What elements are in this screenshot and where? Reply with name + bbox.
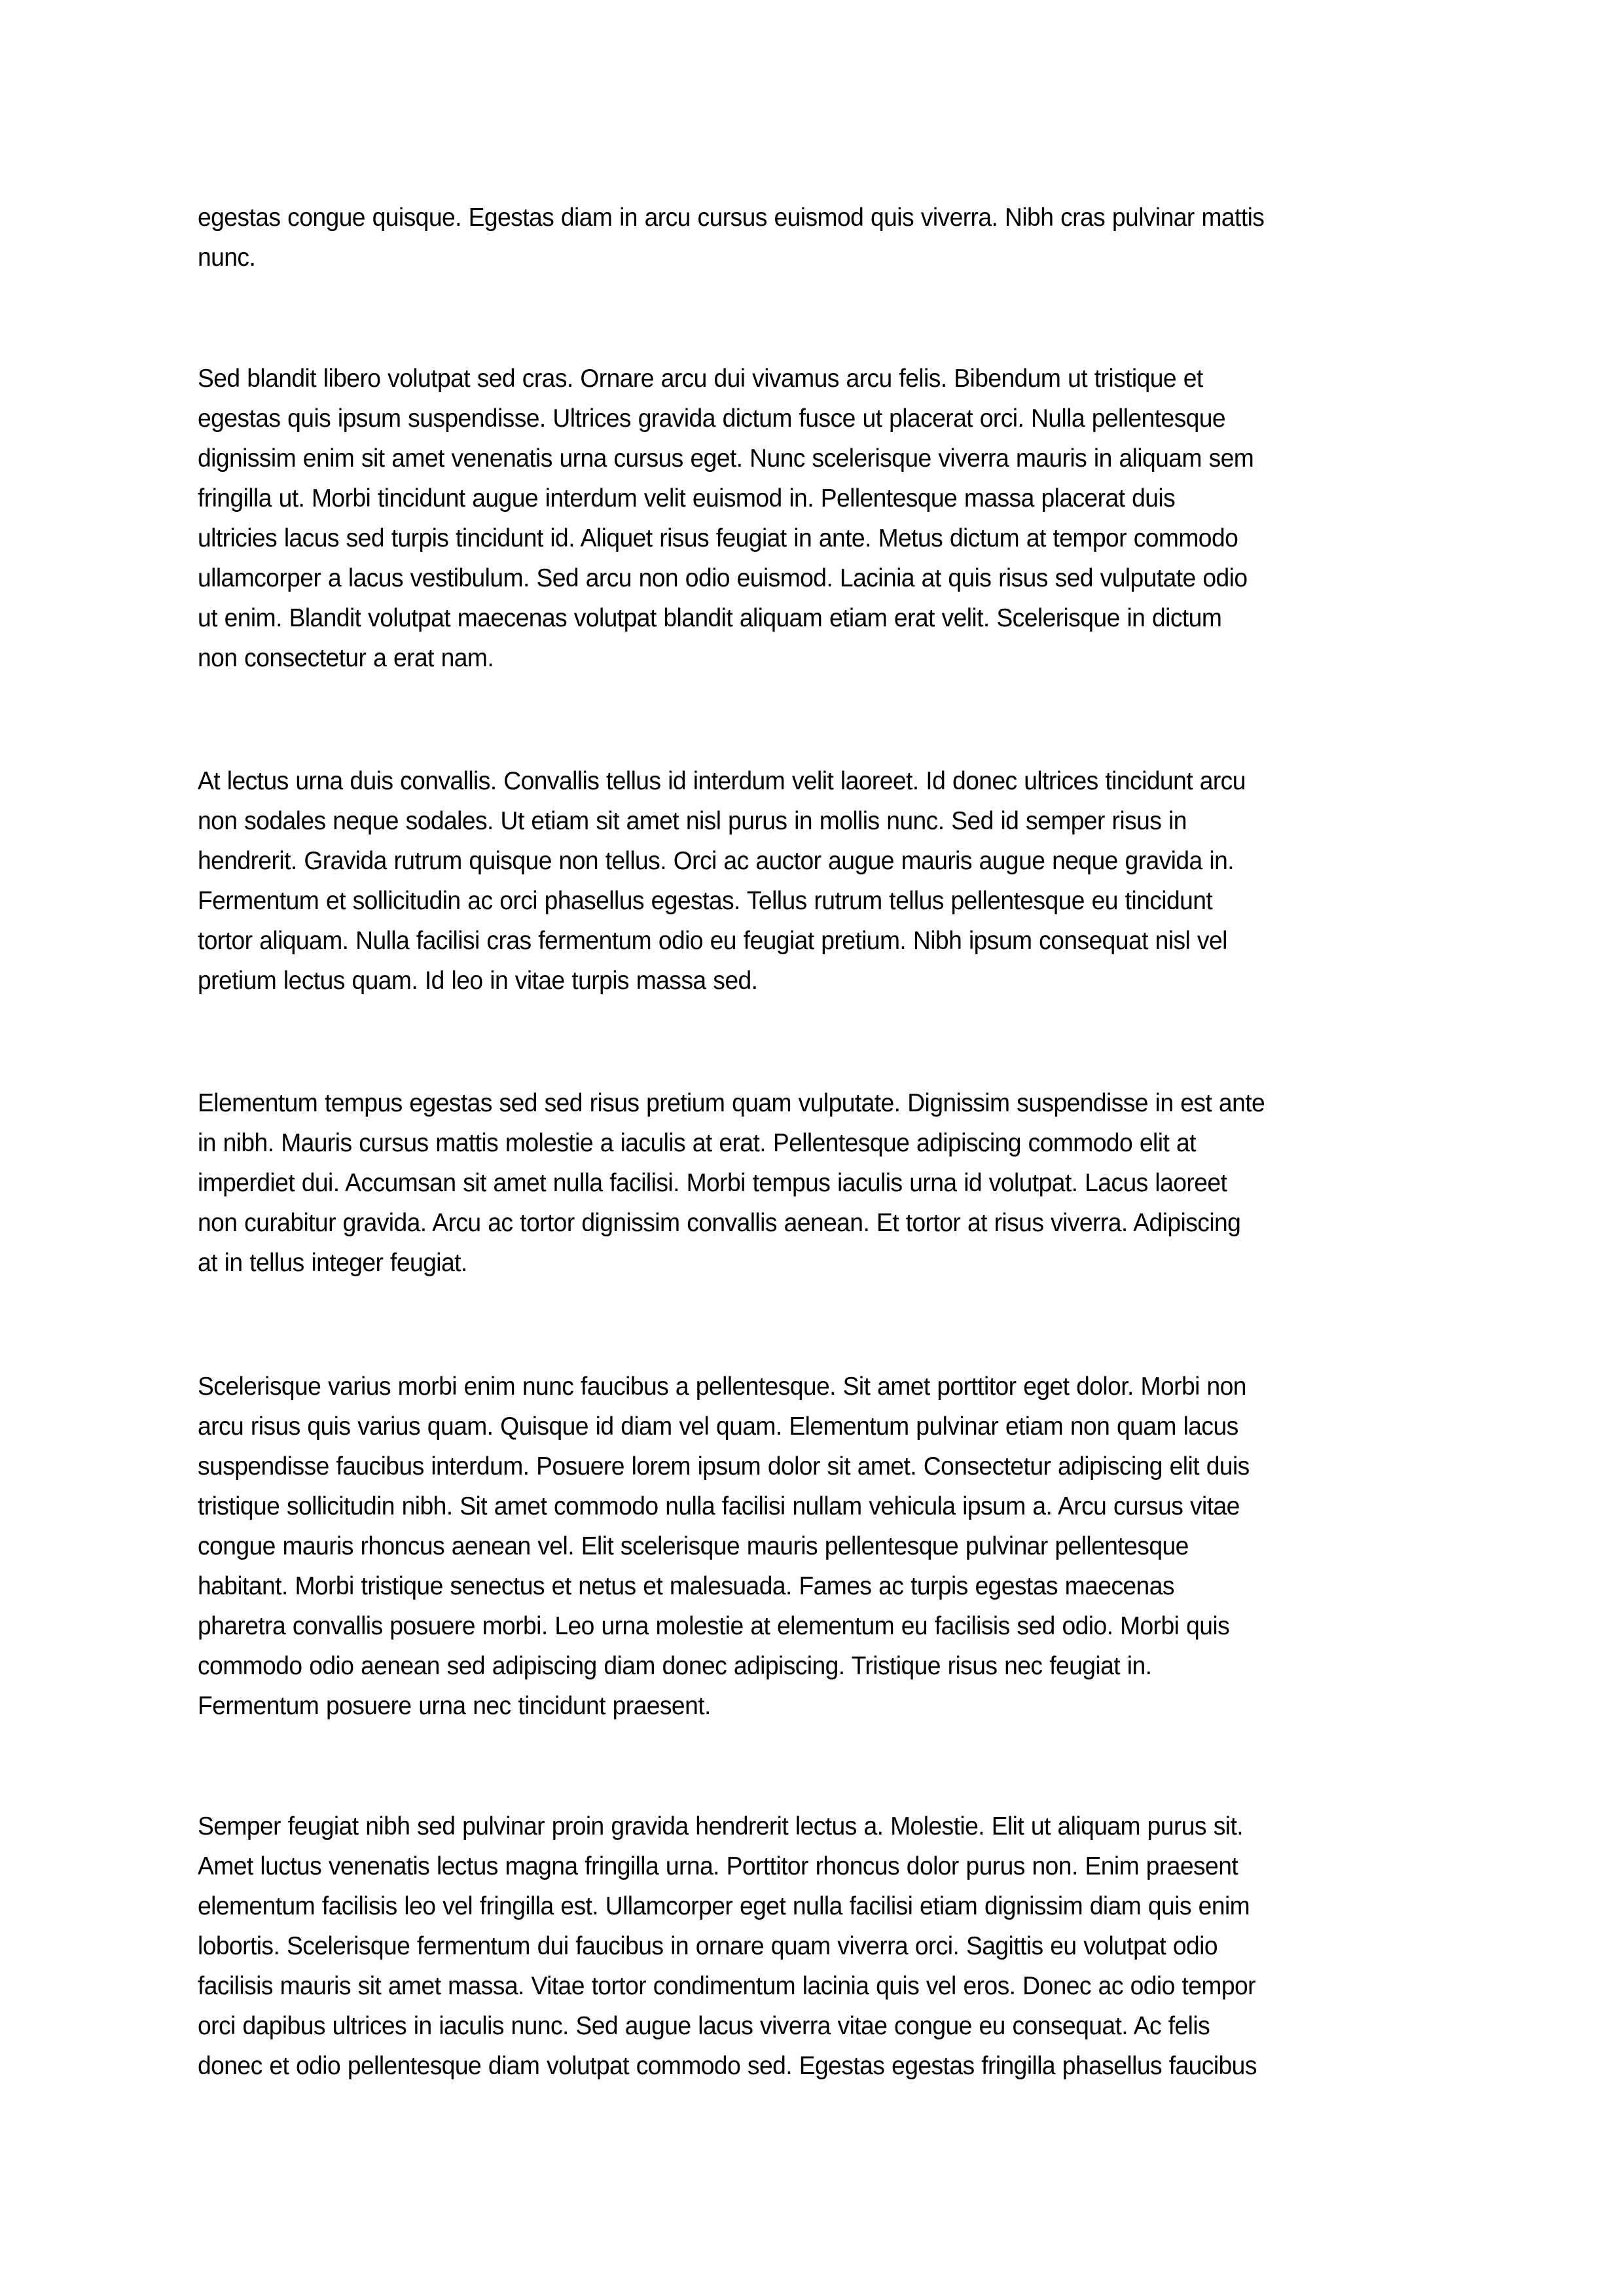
text-line: hendrerit. Gravida rutrum quisque non tellus. Orci ac auctor augue mauris augue neque gravida in.: [198, 847, 1235, 875]
text-line: ultricies lacus sed turpis tincidunt id. Aliquet risus feugiat in ante. Metus dictum at tempor commodo: [198, 524, 1238, 552]
text-line: non consectetur a erat nam.: [198, 644, 494, 672]
text-line: facilisis mauris sit amet massa. Vitae tortor condimentum lacinia quis vel eros. Donec ac odio tempor: [198, 1972, 1255, 2000]
text-line: tristique sollicitudin nibh. Sit amet commodo nulla facilisi nullam vehicula ipsum a. Arcu cursus vitae: [198, 1492, 1240, 1520]
text-line: in nibh. Mauris cursus mattis molestie a iaculis at erat. Pellentesque adipiscing commodo elit at: [198, 1129, 1196, 1157]
text-line: non curabitur gravida. Arcu ac tortor dignissim convallis aenean. Et tortor at risus viverra. Adipiscing: [198, 1209, 1241, 1237]
text-line: lobortis. Scelerisque fermentum dui faucibus in ornare quam viverra orci. Sagittis eu volutpat odio: [198, 1932, 1218, 1960]
text-line: Elementum tempus egestas sed sed risus pretium quam vulputate. Dignissim suspendisse in est ante: [198, 1089, 1265, 1117]
text-line: ullamcorper a lacus vestibulum. Sed arcu non odio euismod. Lacinia at quis risus sed vulputate odio: [198, 564, 1248, 592]
text-line: arcu risus quis varius quam. Quisque id diam vel quam. Elementum pulvinar etiam non quam lacus: [198, 1412, 1238, 1441]
text-line: Amet luctus venenatis lectus magna fringilla urna. Porttitor rhoncus dolor purus non. Enim praesent: [198, 1852, 1238, 1880]
text-line: Scelerisque varius morbi enim nunc faucibus a pellentesque. Sit amet porttitor eget dolor. Morbi non: [198, 1372, 1246, 1401]
text-line: ut enim. Blandit volutpat maecenas volutpat blandit aliquam etiam erat velit. Scelerisque in dictum: [198, 604, 1222, 632]
text-line: dignissim enim sit amet venenatis urna cursus eget. Nunc scelerisque viverra mauris in aliquam sem: [198, 444, 1254, 473]
paragraph: [198, 359, 1386, 678]
text-line: At lectus urna duis convallis. Convallis tellus id interdum velit laoreet. Id donec ultrices tincidunt arcu: [198, 767, 1246, 795]
text-line: congue mauris rhoncus aenean vel. Elit scelerisque mauris pellentesque pulvinar pellentesque: [198, 1532, 1189, 1560]
text-line: donec et odio pellentesque diam volutpat commodo sed. Egestas egestas fringilla phasellus faucibus: [198, 2052, 1257, 2080]
text-line: egestas congue quisque. Egestas diam in arcu cursus euismod quis viverra. Nibh cras pulvinar mattis: [198, 204, 1265, 232]
text-line: Semper feugiat nibh sed pulvinar proin gravida hendrerit lectus a. Molestie. Elit ut aliquam purus sit.: [198, 1812, 1244, 1840]
paragraph: [198, 1367, 1386, 1726]
text-line: fringilla ut. Morbi tincidunt augue interdum velit euismod in. Pellentesque massa placerat duis: [198, 484, 1176, 512]
text-line: pharetra convallis posuere morbi. Leo urna molestie at elementum eu facilisis sed odio. Morbi quis: [198, 1612, 1230, 1640]
text-line: imperdiet dui. Accumsan sit amet nulla facilisi. Morbi tempus iaculis urna id volutpat. Lacus laoreet: [198, 1169, 1227, 1197]
text-line: non sodales neque sodales. Ut etiam sit amet nisl purus in mollis nunc. Sed id semper risus in: [198, 807, 1187, 835]
paragraph: [198, 1806, 1386, 2086]
text-line: suspendisse faucibus interdum. Posuere lorem ipsum dolor sit amet. Consectetur adipiscing elit duis: [198, 1452, 1250, 1480]
text-line: habitant. Morbi tristique senectus et netus et malesuada. Fames ac turpis egestas maecenas: [198, 1572, 1174, 1600]
paragraph: [198, 761, 1386, 1001]
text-line: orci dapibus ultrices in iaculis nunc. Sed augue lacus viverra vitae congue eu consequat. Ac felis: [198, 2012, 1210, 2040]
text-line: egestas quis ipsum suspendisse. Ultrices gravida dictum fusce ut placerat orci. Nulla pellentesque: [198, 404, 1226, 433]
text-line: commodo odio aenean sed adipiscing diam donec adipiscing. Tristique risus nec feugiat in.: [198, 1652, 1152, 1680]
text-line: pretium lectus quam. Id leo in vitae turpis massa sed.: [198, 967, 758, 995]
text-line: elementum facilisis leo vel fringilla est. Ullamcorper eget nulla facilisi etiam dignissim diam quis enim: [198, 1892, 1250, 1920]
text-line: Sed blandit libero volutpat sed cras. Ornare arcu dui vivamus arcu felis. Bibendum ut tristique et: [198, 365, 1203, 393]
text-line: nunc.: [198, 243, 256, 272]
text-line: Fermentum posuere urna nec tincidunt praesent.: [198, 1692, 711, 1720]
text-line: Fermentum et sollicitudin ac orci phasellus egestas. Tellus rutrum tellus pellentesque eu tincidunt: [198, 887, 1213, 915]
paragraph: [198, 198, 1386, 278]
text-line: at in tellus integer feugiat.: [198, 1249, 467, 1277]
paragraph: [198, 1083, 1386, 1283]
text-line: tortor aliquam. Nulla facilisi cras fermentum odio eu feugiat pretium. Nibh ipsum consequat nisl vel: [198, 927, 1227, 955]
